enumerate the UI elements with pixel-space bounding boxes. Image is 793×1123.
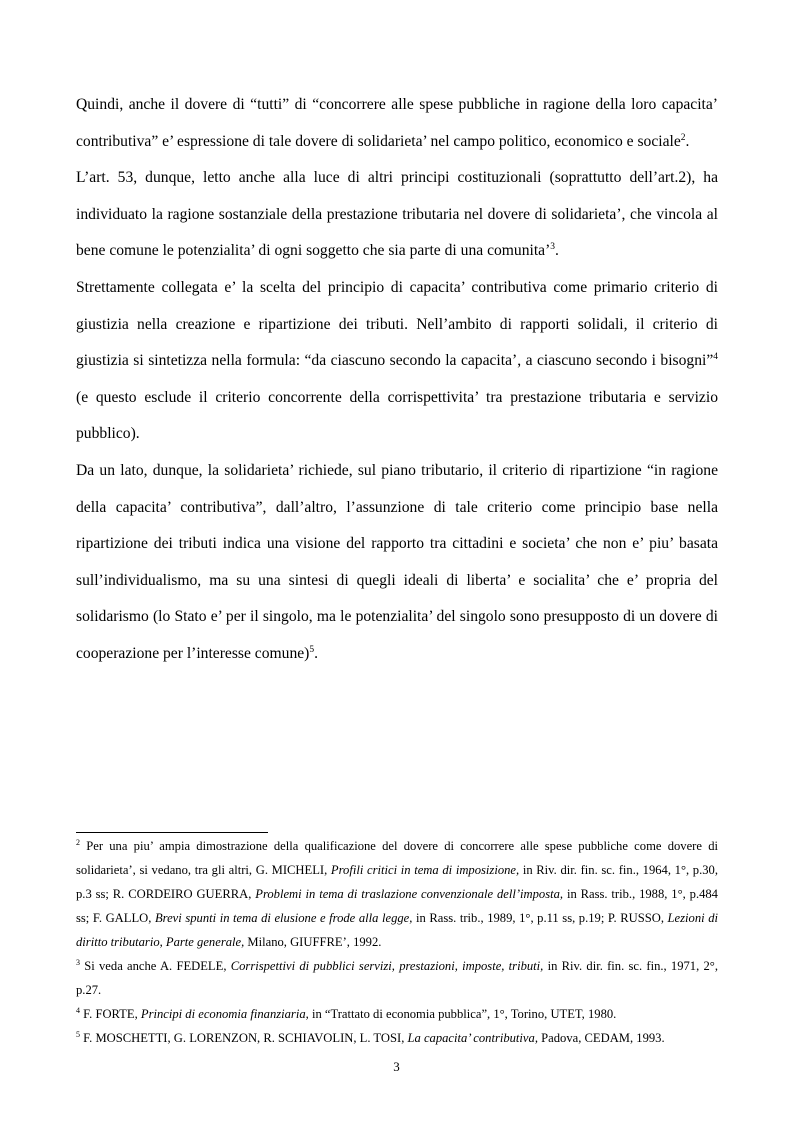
italic-title: Corrispettivi di pubblici servizi, prestazioni, imposte, tributi,: [230, 959, 544, 973]
text-run: in Riv. dir. fin. sc. fin., 1964, 1°, p.30, p.3 ss; R. CORDEIRO GUERRA,: [76, 863, 718, 901]
paragraph: [76, 453, 718, 673]
text-run: in Rass. trib., 1989, 1°, p.11 ss, p.19; P. RUSSO,: [412, 911, 668, 925]
text-run: (e questo esclude il criterio concorrente della corrispettivita’ tra prestazione tributaria e servizio pubblico).: [76, 388, 718, 443]
text-run: in “Trattato di economia pubblica”, 1°, Torino, UTET, 1980.: [308, 1007, 617, 1021]
text-run: F. FORTE,: [80, 1007, 141, 1021]
paragraph: [76, 270, 718, 453]
italic-title: Lezioni di diritto tributario, Parte generale,: [76, 911, 718, 949]
italic-title: Profili critici in tema di imposizione,: [330, 863, 520, 877]
footnote: [76, 1002, 718, 1026]
body-text: [76, 87, 718, 673]
text-run: .: [685, 132, 690, 150]
page-number: 3: [393, 1059, 400, 1074]
footnote-marker: 4: [76, 1006, 80, 1015]
footnotes: [76, 834, 718, 1050]
text-run: F. MOSCHETTI, G. LORENZON, R. SCHIAVOLIN, L. TOSI,: [80, 1031, 408, 1045]
text-run: Da un lato, dunque, la solidarieta’ richiede, sul piano tributario, il criterio di ripartizione “in ragione della capacita’ contributiva”, dall’altro, l’assunzione di tale criterio come principio base nella ripartizione dei tributi indica una visione del rapporto tra cittadini e societa’ che non e’ piu’ basata sull’individualismo, ma su una sintesi di quegli ideali di liberta’ e socialita’ che e’ propria del solidarismo (lo Stato e’ per il singolo, ma le potenzialita’ del singolo sono presupposto di un dovere di cooperazione per l’interesse comune): [76, 461, 718, 662]
text-run: L’art. 53, dunque, letto anche alla luce di altri principi costituzionali (soprattutto dell’art.2), ha individuato la ragione sostanziale della prestazione tributaria nel dovere di solidarieta’, che vincola al bene comune le potenzialita’ di ogni soggetto che sia parte di una comunita’: [76, 169, 718, 260]
footnote-marker: 5: [76, 1030, 80, 1039]
footnote-marker: 3: [550, 242, 556, 253]
italic-title: Problemi in tema di traslazione convenzionale dell’imposta,: [255, 887, 564, 901]
text-run: in Riv. dir. fin. sc. fin., 1971, 2°, p.27.: [76, 959, 718, 997]
text-run: Padova, CEDAM, 1993.: [537, 1031, 665, 1045]
footnote-marker: 2: [680, 132, 686, 143]
text-run: in Rass. trib., 1988, 1°, p.484 ss; F. GALLO,: [76, 887, 718, 925]
text-run: Per una piu’ ampia dimostrazione della qualificazione del dovere di concorrere alle spese pubbliche come dovere di solidarieta’, si vedano, tra gli altri, G. MICHELI,: [76, 839, 718, 877]
text-run: .: [555, 242, 559, 260]
footnote-marker: 3: [76, 958, 80, 967]
paragraph: [76, 160, 718, 270]
text-run: Milano, GIUFFRE’, 1992.: [244, 935, 382, 949]
text-run: Si veda anche A. FEDELE,: [80, 959, 231, 973]
footnote-marker: 2: [76, 838, 80, 847]
italic-title: La capacita’ contributiva,: [407, 1031, 538, 1045]
footnote-marker: 4: [713, 352, 718, 363]
footnote-separator: [76, 832, 268, 833]
paragraph: [76, 87, 718, 160]
footnote-marker: 5: [309, 644, 315, 655]
italic-title: Brevi spunti in tema di elusione e frode alla legge,: [154, 911, 413, 925]
text-run: Quindi, anche il dovere di “tutti” di “concorrere alle spese pubbliche in ragione della loro capacita’ contributiva” e’ espressione di tale dovere di solidarieta’ nel campo politico, economico e sociale: [76, 96, 718, 150]
text-run: Strettamente collegata e’ la scelta del principio di capacita’ contributiva come primario criterio di giustizia nella creazione e ripartizione dei tributi. Nell’ambito di rapporti solidali, il criterio di giustizia si sintetizza nella formula: “da ciascuno secondo la capacita’, a ciascuno secondo i bisogni”: [76, 278, 718, 370]
footnote: [76, 834, 718, 954]
italic-title: Principi di economia finanziaria,: [140, 1007, 309, 1021]
footnote: [76, 954, 718, 1002]
text-run: .: [314, 644, 319, 662]
footnote: [76, 1026, 718, 1050]
